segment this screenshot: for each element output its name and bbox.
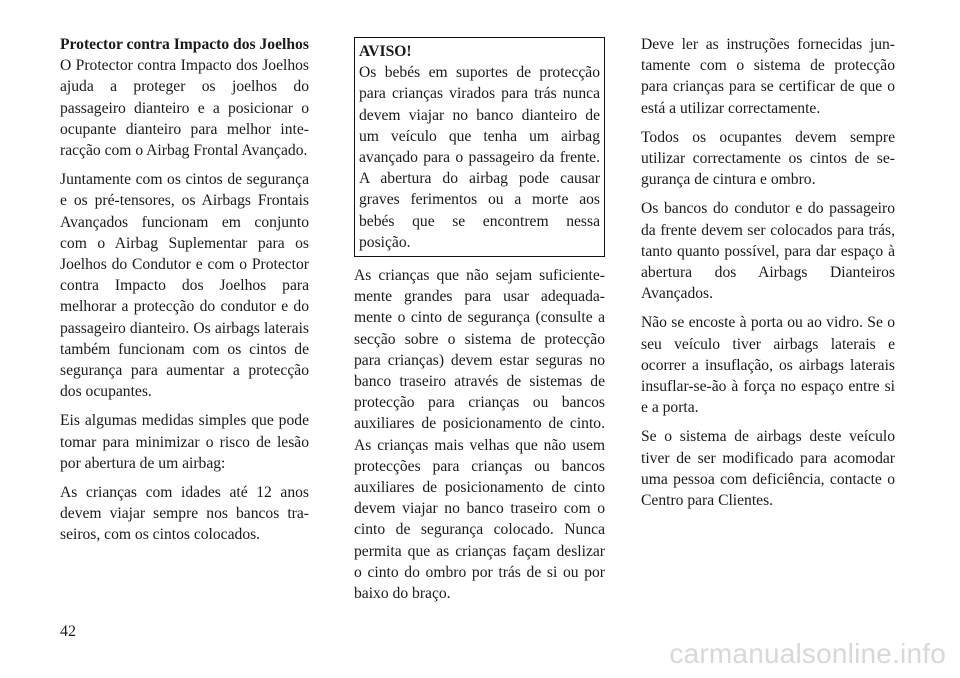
paragraph: Os bancos do condutor e do passageiro da frente devem ser colocados para trás, tanto quanto possível, para dar espaço à abertura dos Airbags Dianteiros Avançados. <box>641 200 895 303</box>
paragraph: Não se encoste à porta ou ao vidro. Se o seu veículo tiver airbags laterais e ocorrer a insuflação, os airbags laterais insuflar-se-ão à força no espaço entre si e a porta. <box>641 314 895 417</box>
watermark-link[interactable]: carmanualsonline.info <box>669 638 946 669</box>
paragraph: Juntamente com os cintos de segurança e os pré-tensores, os Airbags Frontais Avançados funcionam em conjunto com o Airbag Suplementar para os Joelhos do Condutor e com o Protector contra Impacto dos Joelhos para melhorar a protecção do condutor e do passageiro dianteiro. Os airbags laterais também funcionam com os cintos de segurança para aumentar a protecção dos ocupantes. <box>60 171 309 401</box>
paragraph: Deve ler as instruções fornecidas juntamente com o sistema de protecção para crianças para se certificar de que o está a utilizar correctamente. <box>641 36 895 117</box>
middle-column <box>354 34 605 612</box>
paragraph: Eis algumas medidas simples que pode tomar para minimizar o risco de lesão por abertura de um airbag: <box>60 412 309 472</box>
section-block <box>60 34 309 161</box>
paragraph: As crianças que não sejam suficientemente grandes para usar adequadamente o cinto de segurança (consulte a secção sobre o sistema de protecção para crianças) devem estar seguras no banco traseiro através de sistemas de protecção para crianças ou bancos auxiliares de posicionamento de cinto. As crianças mais velhas que não usem protecções para crianças ou bancos auxiliares de posicionamento de cinto devem viajar no banco traseiro com o cinto de segurança colocado. Nunca permita que as crianças façam deslizar o cinto do ombro por trás de si ou por baixo do braço. <box>354 267 605 603</box>
warning-box <box>354 37 605 257</box>
section-heading: Protector contra Impacto dos Joelhos <box>60 36 309 53</box>
right-column <box>641 34 895 519</box>
warning-text: Os bebés em suportes de protecção para crianças virados para trás nunca devem viajar no banco dianteiro de um veículo que tenha um airbag avançado para o passageiro da frente. A abertura do airbag pode causar graves ferimentos ou a morte aos bebés que se encontrem nessa posição. <box>359 64 600 251</box>
left-column <box>60 34 309 554</box>
warning-title: AVISO! <box>359 43 412 60</box>
paragraph: As crianças com idades até 12 anos devem viajar sempre nos bancos traseiros, com os cintos colocados. <box>60 484 309 544</box>
paragraph: Todos os ocupantes devem sempre utilizar correctamente os cintos de segurança de cintura e ombro. <box>641 128 895 189</box>
paragraph: Se o sistema de airbags deste veículo tiver de ser modificado para acomodar uma pessoa com deficiência, contacte o Centro para Clientes. <box>641 428 895 510</box>
paragraph: O Protector contra Impacto dos Joelhos ajuda a proteger os joelhos do passageiro dianteiro e a posicionar o ocupante dianteiro para melhor interacção com o Airbag Frontal Avançado. <box>60 57 309 160</box>
page-number: 42 <box>60 623 76 640</box>
